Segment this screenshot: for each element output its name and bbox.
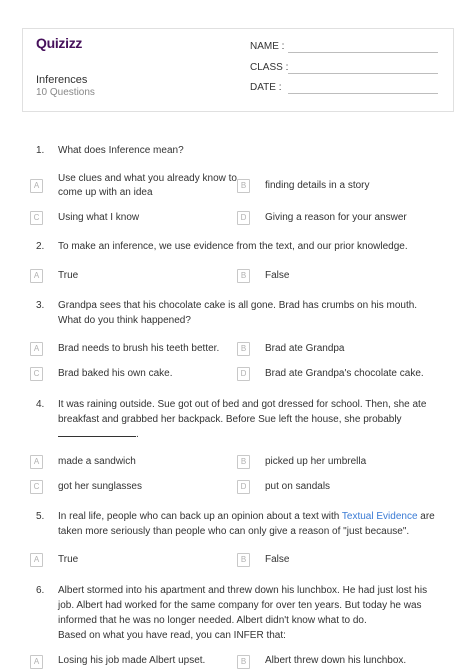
question-number: 1. bbox=[36, 145, 45, 156]
quizizz-logo: Quizizz bbox=[36, 35, 83, 51]
question-text bbox=[58, 583, 443, 643]
question-number: 4. bbox=[36, 399, 45, 410]
question-number: 6. bbox=[36, 585, 45, 596]
question-text-line: Based on what you have read, you can INFER that: bbox=[58, 630, 286, 641]
option-text: Brad ate Grandpa's chocolate cake. bbox=[265, 368, 424, 379]
question-text: What does Inference mean? bbox=[58, 145, 184, 156]
option-letter-c[interactable]: C bbox=[30, 480, 43, 494]
question-text-end: . bbox=[136, 429, 139, 440]
question-count: 10 Questions bbox=[36, 87, 95, 98]
option-letter-b[interactable]: B bbox=[237, 655, 250, 669]
option-text: put on sandals bbox=[265, 481, 331, 492]
name-label: NAME : bbox=[250, 41, 285, 52]
option-letter-d[interactable]: D bbox=[237, 211, 250, 225]
option-letter-c[interactable]: C bbox=[30, 367, 43, 381]
option-letter-a[interactable]: A bbox=[30, 455, 43, 469]
worksheet-title: Inferences bbox=[36, 74, 88, 86]
option-text: False bbox=[265, 270, 290, 281]
option-text: True bbox=[58, 270, 79, 281]
option-letter-a[interactable]: A bbox=[30, 179, 43, 193]
textual-evidence-link[interactable]: Textual Evidence bbox=[341, 511, 418, 522]
option-letter-d[interactable]: D bbox=[237, 367, 250, 381]
question-text bbox=[58, 397, 443, 442]
option-letter-b[interactable]: B bbox=[237, 179, 250, 193]
option-letter-a[interactable]: A bbox=[30, 655, 43, 669]
option-text: Brad ate Grandpa bbox=[265, 343, 345, 354]
option-letter-a[interactable]: A bbox=[30, 342, 43, 356]
option-text: False bbox=[265, 554, 290, 565]
option-letter-a[interactable]: A bbox=[30, 553, 43, 567]
option-text: made a sandwich bbox=[58, 456, 136, 467]
option-text: picked up her umbrella bbox=[265, 456, 367, 467]
question-text-body: It was raining outside. Sue got out of bed and got dressed for school. Then, she ate breakfast and grabbed her backpack. Before Sue left the house, she probably bbox=[58, 399, 427, 425]
option-text: finding details in a story bbox=[265, 180, 370, 191]
date-field[interactable] bbox=[288, 93, 438, 94]
option-text: True bbox=[58, 554, 79, 565]
option-letter-b[interactable]: B bbox=[237, 342, 250, 356]
option-letter-a[interactable]: A bbox=[30, 269, 43, 283]
question-text bbox=[58, 509, 443, 539]
option-letter-c[interactable]: C bbox=[30, 211, 43, 225]
worksheet-header bbox=[22, 28, 454, 112]
option-text: Brad baked his own cake. bbox=[58, 368, 173, 379]
option-text: Using what I know bbox=[58, 212, 140, 223]
question-text: Grandpa sees that his chocolate cake is all gone. Brad has crumbs on his mouth. What do you think happened? bbox=[58, 300, 418, 326]
option-letter-b[interactable]: B bbox=[237, 455, 250, 469]
question-text-b: are taken more seriously than people who can only give a reason of "just because". bbox=[58, 511, 435, 537]
option-letter-b[interactable]: B bbox=[237, 553, 250, 567]
option-text: Brad needs to brush his teeth better. bbox=[58, 343, 220, 354]
question-number: 2. bbox=[36, 241, 45, 252]
class-label: CLASS : bbox=[250, 62, 289, 73]
question-text: To make an inference, we use evidence from the text, and our prior knowledge. bbox=[58, 241, 408, 252]
option-letter-b[interactable]: B bbox=[237, 269, 250, 283]
question-number: 3. bbox=[36, 300, 45, 311]
class-field[interactable] bbox=[288, 73, 438, 74]
option-text: Use clues and what you already know to come up with an idea bbox=[58, 173, 237, 198]
date-label: DATE : bbox=[250, 82, 282, 93]
option-text: Giving a reason for your answer bbox=[265, 212, 407, 223]
name-field[interactable] bbox=[288, 52, 438, 53]
option-letter-d[interactable]: D bbox=[237, 480, 250, 494]
question-text-a: In real life, people who can back up an opinion about a text with bbox=[58, 511, 342, 522]
option-text: got her sunglasses bbox=[58, 481, 142, 492]
question-text-line: Albert stormed into his apartment and threw down his lunchbox. He had just lost his job. Albert had worked for the same company for over ten years. But today he was informed that he was no longer needed. Albert didn't know what to do. bbox=[58, 585, 428, 626]
option-text: Losing his job made Albert upset. bbox=[58, 655, 206, 666]
option-text: Albert threw down his lunchbox. bbox=[265, 655, 407, 666]
question-number: 5. bbox=[36, 511, 45, 522]
answer-blank[interactable] bbox=[58, 427, 136, 437]
